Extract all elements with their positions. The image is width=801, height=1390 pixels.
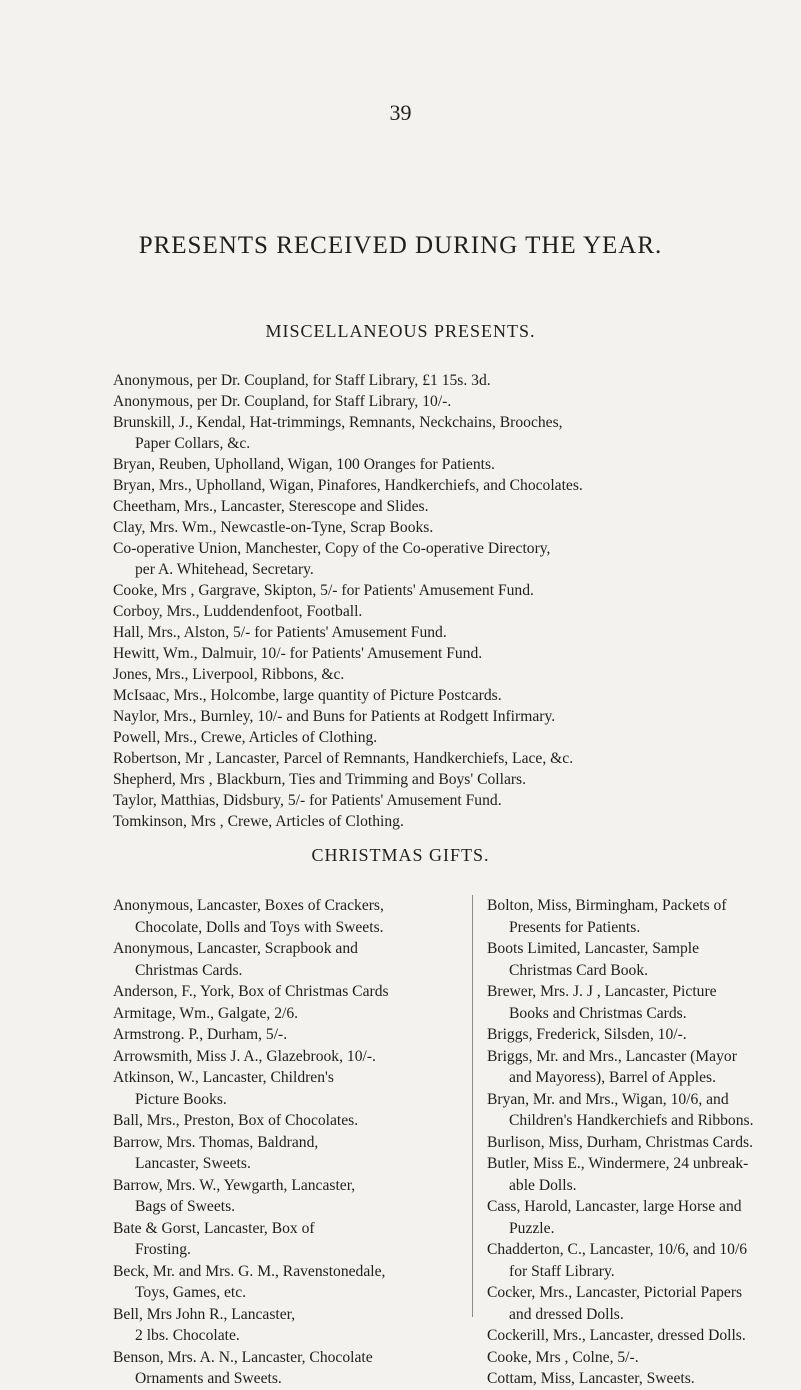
- misc-present-entry-line: Naylor, Mrs., Burnley, 10/- and Buns for Patients at Rodgett Infirmary.: [113, 708, 556, 725]
- page-title: PRESENTS RECEIVED DURING THE YEAR.: [138, 232, 663, 259]
- misc-present-entry: [113, 517, 793, 538]
- christmas-gift-entry: [113, 1347, 441, 1390]
- christmas-gift-entry-line: able Dolls.: [509, 1176, 577, 1194]
- christmas-gift-entry-line: Bryan, Mr. and Mrs., Wigan, 10/6, and: [487, 1090, 729, 1108]
- christmas-gift-entry: [113, 1003, 441, 1025]
- column-divider: [472, 895, 473, 1317]
- christmas-gift-entry-line: Armitage, Wm., Galgate, 2/6.: [113, 1004, 299, 1022]
- christmas-gift-entry-line: Beck, Mr. and Mrs. G. M., Ravenstonedale,: [113, 1262, 386, 1280]
- christmas-gift-entry: [487, 1196, 801, 1239]
- misc-present-entry-line: Bryan, Reuben, Upholland, Wigan, 100 Oranges for Patients.: [113, 456, 495, 473]
- misc-present-entry-line: Brunskill, J., Kendal, Hat-trimmings, Remnants, Neckchains, Brooches,: [113, 414, 563, 431]
- christmas-gift-entry: [487, 938, 801, 981]
- misc-present-entry: [113, 790, 793, 811]
- misc-present-entry-line: Corboy, Mrs., Luddendenfoot, Football.: [113, 603, 363, 620]
- christmas-gift-entry-line: Children's Handkerchiefs and Ribbons.: [509, 1112, 754, 1129]
- misc-present-entry: [113, 664, 793, 685]
- christmas-gift-entry-line: Armstrong. P., Durham, 5/-.: [113, 1026, 288, 1043]
- misc-present-entry: [113, 538, 793, 580]
- christmas-gifts-left-column: [113, 895, 441, 1390]
- christmas-gift-entry-line: Anderson, F., York, Box of Christmas Cards: [113, 983, 389, 1000]
- christmas-gift-entry-line: Brewer, Mrs. J. J , Lancaster, Picture: [487, 983, 717, 1000]
- misc-present-entry: [113, 622, 793, 643]
- misc-present-entry-line: Robertson, Mr , Lancaster, Parcel of Remnants, Handkerchiefs, Lace, &c.: [113, 750, 574, 767]
- misc-present-entry: [113, 412, 793, 454]
- christmas-gift-entry-line: Books and Christmas Cards.: [509, 1004, 687, 1022]
- misc-present-entry: [113, 391, 793, 412]
- misc-present-entry-line: Cheetham, Mrs., Lancaster, Sterescope and Slides.: [113, 498, 429, 515]
- christmas-gift-entry-line: Bags of Sweets.: [135, 1198, 236, 1215]
- christmas-gifts-right-column: [487, 895, 801, 1390]
- christmas-gift-entry-line: Bate & Gorst, Lancaster, Box of: [113, 1219, 315, 1237]
- misc-present-entry: [113, 811, 793, 832]
- christmas-gift-entry-line: Cottam, Miss, Lancaster, Sweets.: [487, 1370, 695, 1387]
- christmas-gift-entry: [113, 1132, 441, 1175]
- christmas-gift-entry-line: Barrow, Mrs. Thomas, Baldrand,: [113, 1133, 319, 1151]
- christmas-gift-entry-line: Butler, Miss E., Windermere, 24 unbreak-: [487, 1155, 749, 1172]
- christmas-gift-entry-line: Cocker, Mrs., Lancaster, Pictorial Papers: [487, 1284, 743, 1301]
- christmas-gift-entry-line: Chadderton, C., Lancaster, 10/6, and 10/6: [487, 1241, 748, 1258]
- misc-present-entry-line: Jones, Mrs., Liverpool, Ribbons, &c.: [113, 666, 345, 683]
- christmas-gift-entry-line: Presents for Patients.: [509, 918, 641, 936]
- christmas-gift-entry: [113, 1261, 441, 1304]
- misc-present-entry-line: Paper Collars, &c.: [135, 435, 251, 452]
- christmas-gift-entry: [487, 1153, 801, 1196]
- misc-present-entry-line: Clay, Mrs. Wm., Newcastle-on-Tyne, Scrap Books.: [113, 519, 434, 536]
- christmas-gift-entry-line: Ornaments and Sweets.: [135, 1370, 282, 1387]
- christmas-gift-entry-line: Lancaster, Sweets.: [135, 1155, 251, 1172]
- christmas-gift-entry: [487, 1024, 801, 1046]
- misc-present-entry: [113, 370, 793, 391]
- christmas-gift-entry: [487, 1239, 801, 1282]
- misc-present-entry-line: Co-operative Union, Manchester, Copy of the Co-operative Directory,: [113, 540, 551, 557]
- christmas-gift-entry: [113, 938, 441, 981]
- christmas-gift-entry: [487, 1368, 801, 1390]
- misc-present-entry: [113, 454, 793, 475]
- misc-present-entry: [113, 580, 793, 601]
- christmas-gift-entry: [113, 895, 441, 938]
- christmas-gift-entry-line: Boots Limited, Lancaster, Sample: [487, 940, 700, 957]
- christmas-gift-entry: [113, 1024, 441, 1046]
- christmas-gift-entry-line: Bell, Mrs John R., Lancaster,: [113, 1305, 296, 1323]
- christmas-gift-entry-line: for Staff Library.: [509, 1262, 615, 1280]
- misc-present-entry-line: Anonymous, per Dr. Coupland, for Staff Library, 10/-.: [113, 393, 452, 410]
- christmas-gift-entry-line: Anonymous, Lancaster, Boxes of Crackers,: [113, 897, 384, 914]
- misc-present-entry: [113, 601, 793, 622]
- misc-present-entry-line: Hall, Mrs., Alston, 5/- for Patients' Amusement Fund.: [113, 624, 447, 641]
- christmas-gift-entry: [113, 1067, 441, 1110]
- misc-present-entry: [113, 475, 793, 496]
- christmas-gift-entry-line: Cooke, Mrs , Colne, 5/-.: [487, 1348, 639, 1366]
- christmas-gift-entry: [487, 1089, 801, 1132]
- christmas-gift-entry-line: Barrow, Mrs. W., Yewgarth, Lancaster,: [113, 1176, 356, 1194]
- misc-presents-list: [113, 370, 793, 832]
- christmas-gift-entry-line: Briggs, Frederick, Silsden, 10/-.: [487, 1026, 687, 1043]
- christmas-gift-entry-line: Burlison, Miss, Durham, Christmas Cards.: [487, 1133, 753, 1151]
- christmas-gift-entry-line: Arrowsmith, Miss J. A., Glazebrook, 10/-.: [113, 1047, 376, 1065]
- misc-present-entry-line: Anonymous, per Dr. Coupland, for Staff Library, £1 15s. 3d.: [113, 372, 491, 389]
- misc-present-entry: [113, 727, 793, 748]
- misc-present-entry: [113, 706, 793, 727]
- christmas-gift-entry-line: Picture Books.: [135, 1090, 227, 1108]
- christmas-gift-entry: [113, 1304, 441, 1347]
- page-number: 39: [389, 100, 412, 125]
- christmas-gift-entry: [487, 1347, 801, 1369]
- christmas-gift-entry: [487, 1325, 801, 1347]
- christmas-gift-entry: [113, 1110, 441, 1132]
- misc-present-entry: [113, 643, 793, 664]
- misc-present-entry: [113, 685, 793, 706]
- christmas-gift-entry-line: Benson, Mrs. A. N., Lancaster, Chocolate: [113, 1348, 373, 1366]
- christmas-gift-entry-line: Christmas Cards.: [135, 961, 243, 979]
- christmas-gift-entry: [487, 1132, 801, 1154]
- misc-present-entry-line: per A. Whitehead, Secretary.: [135, 561, 314, 578]
- christmas-gift-entry-line: Ball, Mrs., Preston, Box of Chocolates.: [113, 1112, 359, 1129]
- christmas-gift-entry-line: Frosting.: [135, 1241, 191, 1258]
- christmas-gift-entry: [113, 1218, 441, 1261]
- christmas-gift-entry-line: 2 lbs. Chocolate.: [135, 1327, 240, 1344]
- christmas-gift-entry: [487, 895, 801, 938]
- christmas-gift-entry: [487, 981, 801, 1024]
- christmas-gift-entry-line: Chocolate, Dolls and Toys with Sweets.: [135, 918, 384, 936]
- misc-present-entry-line: Hewitt, Wm., Dalmuir, 10/- for Patients' Amusement Fund.: [113, 645, 483, 662]
- christmas-gift-entry-line: Briggs, Mr. and Mrs., Lancaster (Mayor: [487, 1047, 737, 1065]
- christmas-gift-entry: [113, 1046, 441, 1068]
- misc-present-entry-line: Powell, Mrs., Crewe, Articles of Clothing.: [113, 729, 378, 746]
- misc-present-entry-line: McIsaac, Mrs., Holcombe, large quantity of Picture Postcards.: [113, 687, 502, 704]
- christmas-gift-entry-line: Cass, Harold, Lancaster, large Horse and: [487, 1198, 742, 1215]
- christmas-gift-entry: [113, 1175, 441, 1218]
- misc-present-entry-line: Tomkinson, Mrs , Crewe, Articles of Clothing.: [113, 813, 404, 830]
- christmas-gift-entry: [487, 1282, 801, 1325]
- christmas-gift-entry-line: Christmas Card Book.: [509, 961, 649, 979]
- misc-present-entry-line: Bryan, Mrs., Upholland, Wigan, Pinafores, Handkerchiefs, and Chocolates.: [113, 477, 583, 494]
- christmas-gift-entry-line: Puzzle.: [509, 1219, 555, 1237]
- christmas-section-heading: CHRISTMAS GIFTS.: [311, 845, 490, 865]
- christmas-gift-entry-line: Atkinson, W., Lancaster, Children's: [113, 1069, 334, 1086]
- christmas-gift-entry: [487, 1046, 801, 1089]
- misc-present-entry: [113, 496, 793, 517]
- misc-section-heading: MISCELLANEOUS PRESENTS.: [265, 321, 536, 341]
- christmas-gift-entry-line: and dressed Dolls.: [509, 1305, 624, 1323]
- christmas-gift-entry: [113, 981, 441, 1003]
- christmas-gift-entry-line: Cockerill, Mrs., Lancaster, dressed Dolls.: [487, 1327, 746, 1344]
- misc-present-entry: [113, 769, 793, 790]
- misc-present-entry-line: Taylor, Matthias, Didsbury, 5/- for Patients' Amusement Fund.: [113, 792, 502, 809]
- christmas-gift-entry-line: and Mayoress), Barrel of Apples.: [509, 1069, 716, 1086]
- christmas-gift-entry-line: Bolton, Miss, Birmingham, Packets of: [487, 897, 727, 914]
- misc-present-entry-line: Cooke, Mrs , Gargrave, Skipton, 5/- for Patients' Amusement Fund.: [113, 582, 534, 599]
- misc-present-entry: [113, 748, 793, 769]
- christmas-gift-entry-line: Toys, Games, etc.: [135, 1284, 247, 1301]
- misc-present-entry-line: Shepherd, Mrs , Blackburn, Ties and Trimming and Boys' Collars.: [113, 771, 527, 788]
- christmas-gift-entry-line: Anonymous, Lancaster, Scrapbook and: [113, 940, 358, 957]
